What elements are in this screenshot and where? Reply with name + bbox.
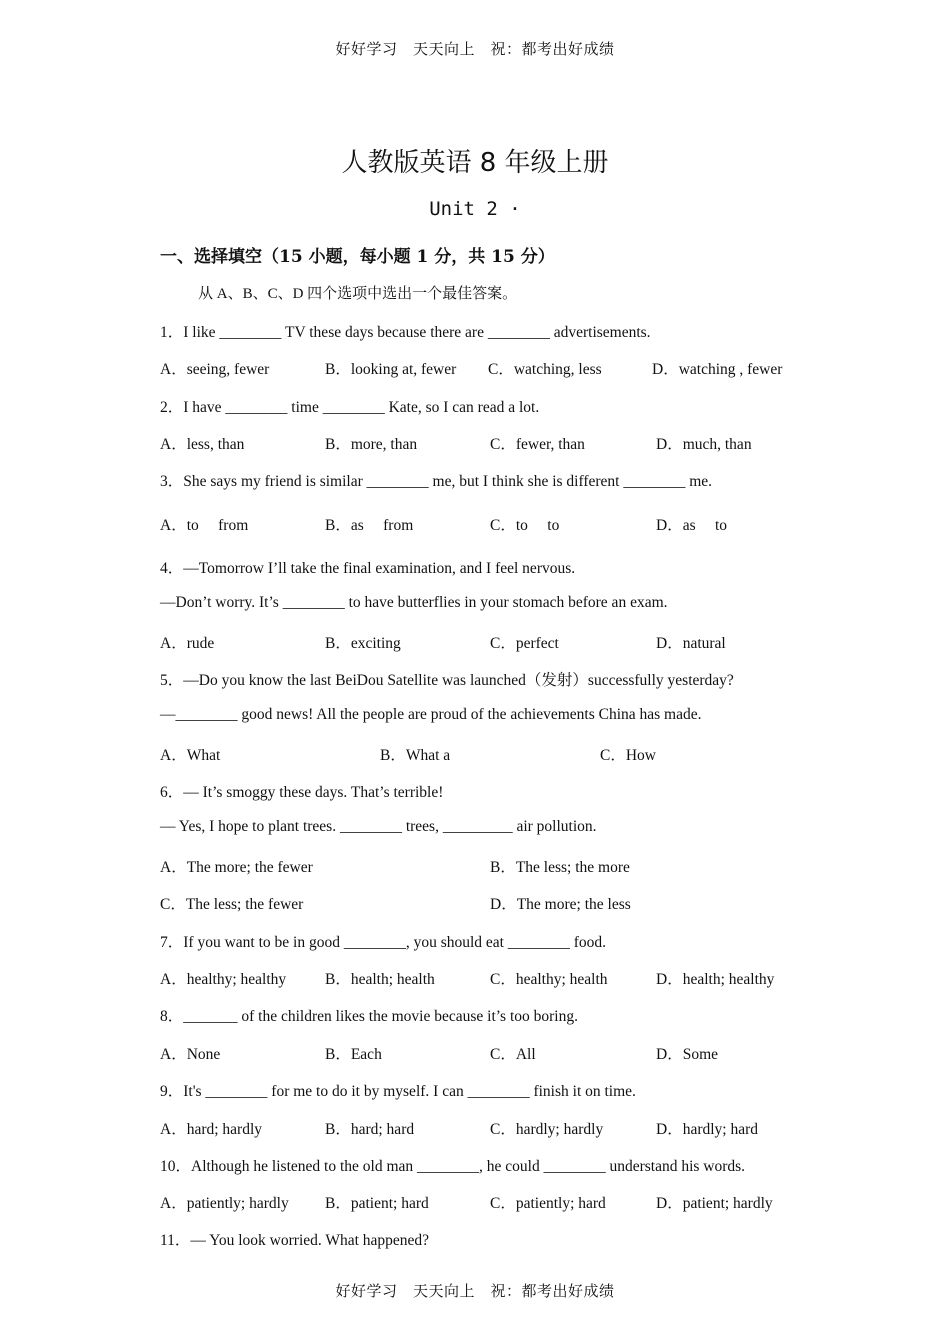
- q7-option-c: C．healthy; health: [490, 971, 608, 988]
- question-5-stem-2: —________ good news! All the people are proud of the achievements China has made.: [160, 706, 702, 723]
- q8-option-c: C．All: [490, 1046, 536, 1063]
- question-6-stem-2: — Yes, I hope to plant trees. ________ trees, _________ air pollution.: [160, 818, 597, 835]
- q3-option-d: D．as to: [656, 517, 728, 534]
- q2-option-a: A．less, than: [160, 436, 245, 453]
- q5-option-c: C．How: [600, 747, 656, 764]
- question-2-stem: 2．I have ________ time ________ Kate, so I can read a lot.: [160, 399, 540, 416]
- q2-option-d: D．much, than: [656, 436, 752, 453]
- page-footer: 好好学习 天天向上 祝：都考出好成绩: [335, 1282, 615, 1300]
- q5-option-a: A．What: [160, 747, 221, 764]
- q2-option-b: B．more, than: [325, 436, 418, 453]
- q9-option-b: B．hard; hard: [325, 1121, 415, 1138]
- q1-option-a: A．seeing, fewer: [160, 361, 270, 378]
- q10-option-b: B．patient; hard: [325, 1195, 429, 1212]
- q2-option-c: C．fewer, than: [490, 436, 585, 453]
- page-title: 人教版英语 8 年级上册: [341, 148, 609, 178]
- q6-option-b: B．The less; the more: [490, 859, 630, 876]
- q4-option-a: A．rude: [160, 635, 215, 652]
- q9-option-c: C．hardly; hardly: [490, 1121, 604, 1138]
- q4-option-c: C．perfect: [490, 635, 559, 652]
- unit-heading: Unit 2 ·: [429, 198, 521, 220]
- q1-option-d: D．watching , fewer: [652, 361, 783, 378]
- q1-option-b: B．looking at, fewer: [325, 361, 457, 378]
- question-1-stem: 1．I like ________ TV these days because there are ________ advertisements.: [160, 324, 651, 341]
- question-7-stem: 7．If you want to be in good ________, you should eat ________ food.: [160, 934, 607, 951]
- question-6-stem: 6．— It’s smoggy these days. That’s terrible!: [160, 784, 444, 801]
- q6-option-c: C．The less; the fewer: [160, 896, 304, 913]
- q7-option-d: D．health; healthy: [656, 971, 775, 988]
- q6-option-d: D．The more; the less: [490, 896, 631, 913]
- question-4-stem-2: —Don’t worry. It’s ________ to have butterflies in your stomach before an exam.: [160, 594, 668, 611]
- question-10-stem: 10．Although he listened to the old man ________, he could ________ understand his words.: [160, 1158, 746, 1175]
- q6-option-a: A．The more; the fewer: [160, 859, 313, 876]
- page-header: 好好学习 天天向上 祝：都考出好成绩: [335, 40, 615, 58]
- q7-option-b: B．health; health: [325, 971, 435, 988]
- q8-option-a: A．None: [160, 1046, 221, 1063]
- section-heading: 一、选择填空（15 小题，每小题 1 分，共 15 分）: [160, 247, 555, 267]
- q9-option-a: A．hard; hardly: [160, 1121, 263, 1138]
- q4-option-b: B．exciting: [325, 635, 401, 652]
- q8-option-d: D．Some: [656, 1046, 719, 1063]
- q10-option-c: C．patiently; hard: [490, 1195, 606, 1212]
- q4-option-d: D．natural: [656, 635, 726, 652]
- q3-option-b: B．as from: [325, 517, 414, 534]
- q10-option-a: A．patiently; hardly: [160, 1195, 289, 1212]
- question-9-stem: 9．It's ________ for me to do it by myself. I can ________ finish it on time.: [160, 1083, 636, 1100]
- q8-option-b: B．Each: [325, 1046, 382, 1063]
- q5-option-b: B．What a: [380, 747, 451, 764]
- question-4-stem: 4．—Tomorrow I’ll take the final examination, and I feel nervous.: [160, 560, 576, 577]
- q3-option-a: A．to from: [160, 517, 249, 534]
- q1-option-c: C．watching, less: [488, 361, 602, 378]
- instruction: 从 A、B、C、D 四个选项中选出一个最佳答案。: [198, 286, 518, 302]
- q7-option-a: A．healthy; healthy: [160, 971, 287, 988]
- question-5-stem: 5．—Do you know the last BeiDou Satellite was launched（发射）successfully yesterday?: [160, 672, 734, 689]
- q3-option-c: C．to to: [490, 517, 560, 534]
- q9-option-d: D．hardly; hard: [656, 1121, 759, 1138]
- question-8-stem: 8．_______ of the children likes the movie because it’s too boring.: [160, 1008, 578, 1025]
- question-11-stem: 11．— You look worried. What happened?: [160, 1232, 430, 1249]
- q10-option-d: D．patient; hardly: [656, 1195, 773, 1212]
- question-3-stem: 3．She says my friend is similar ________ me, but I think she is different ________ me.: [160, 473, 713, 490]
